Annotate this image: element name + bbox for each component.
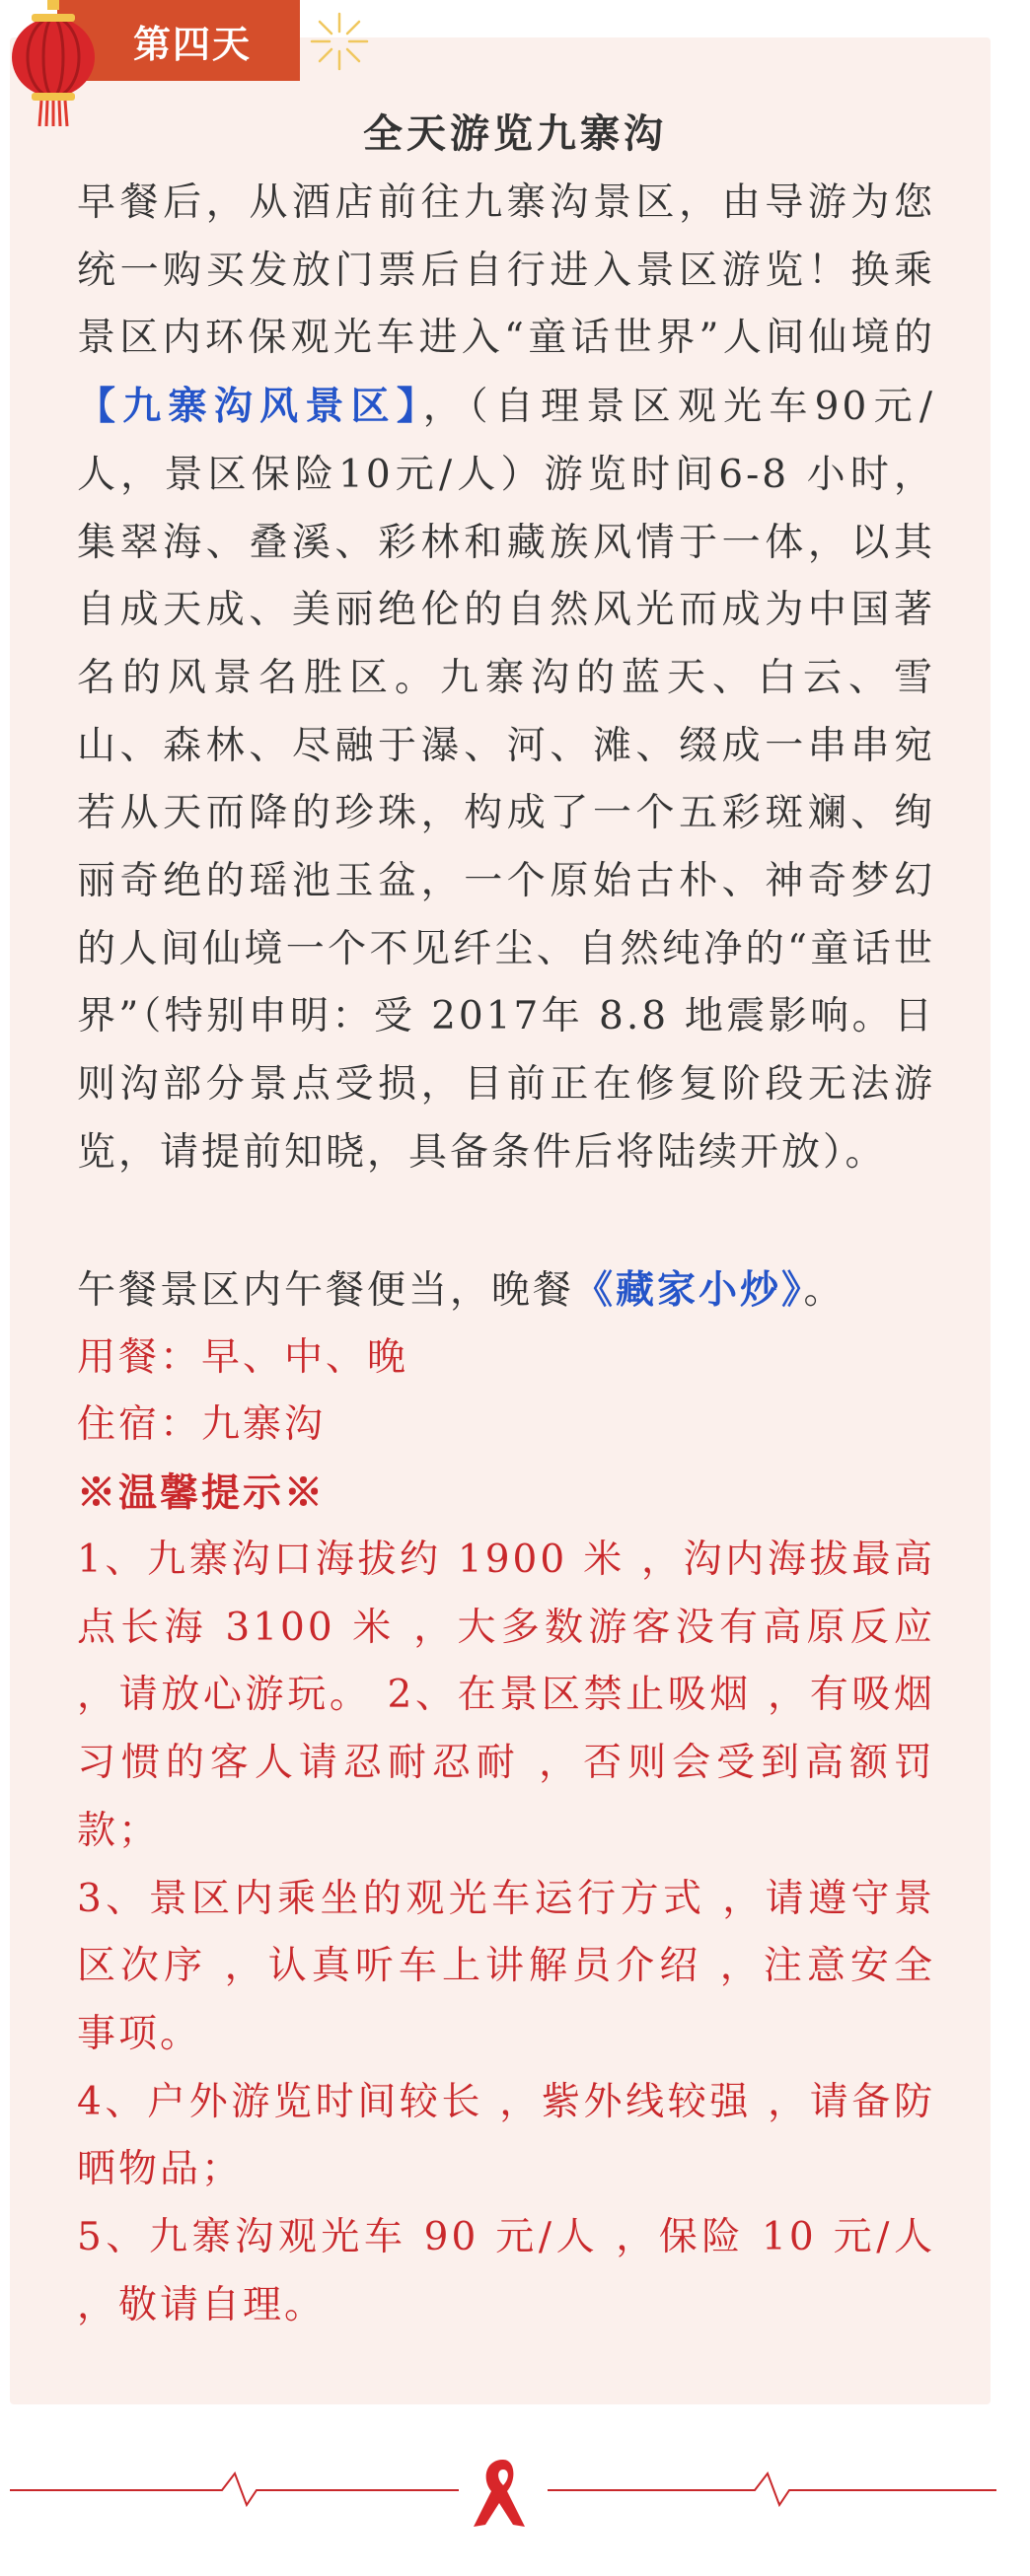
intro-text-part2: ，（自理景区观光车90元/人，景区保险10元/人）游览时间6-8 小时，集翠海、叠溪、彩林和藏族风情于一体，以其自成天成、美丽绝伦的自然风光而成为中国著名的风景名胜区。九寨沟的蓝天、白云、雪山、森林、尽融于瀑、河、滩、缀成一串串宛若从天而降的珍珠，构成了一个五彩斑斓、绚丽奇绝的瑶池玉盆，一个原始古朴、神奇梦幻的人间仙境一个不见纤尘、自然纯净的“童话世界”（特别申明：受 2017年 8.8 地震影响。日则沟部分景点受损，目前正在修复阶段无法游览，请提前知晓，具备条件后将陆续开放）。 — [77, 385, 935, 1175]
meal-description-line — [77, 1256, 965, 1325]
meal-prefix: 午餐景区内午餐便当，晚餐 — [77, 1268, 575, 1313]
tips-list — [77, 1527, 935, 2339]
lodging-info: 住宿：九寨沟 — [77, 1402, 327, 1447]
intro-text-part1: 早餐后，从酒店前往九寨沟景区，由导游为您统一购买发放门票后自行进入景区游览！换乘景区内环保观光车进入“童话世界”人间仙境的 — [77, 180, 935, 361]
sparkle-icon — [308, 10, 371, 73]
meal-suffix: 。 — [803, 1268, 846, 1313]
tip-item: 1、九寨沟口海拔约 1900 米 ，沟内海拔最高点长海 3100 米 ，大多数游客没有高原反应 ，请放心游玩。 2、在景区禁止吸烟 ，有吸烟习惯的客人请忍耐忍耐 ，否则会受到高额罚款； — [77, 1538, 935, 1853]
page-title: 全天游览九寨沟 — [363, 110, 667, 157]
restaurant-highlight: 《藏家小炒》 — [574, 1267, 804, 1313]
day-tag-label: 第四天 — [132, 21, 252, 66]
tip-item: 3、景区内乘坐的观光车运行方式 ，请遵守景区次序 ，认真听车上讲解员介绍 ，注意安全事项。 — [77, 1876, 935, 2056]
intro-paragraph — [77, 170, 935, 1187]
red-ribbon-icon — [474, 2460, 525, 2527]
meals-info: 用餐：早、中、晚 — [77, 1335, 409, 1380]
tip-item: 5、九寨沟观光车 90 元/人 ，保险 10 元/人 ，敬请自理。 — [77, 2215, 935, 2327]
tips-heading: ※温馨提示※ — [77, 1470, 327, 1516]
scenic-area-highlight: 【九寨沟风景区】 — [77, 384, 423, 430]
footer-divider — [10, 2446, 996, 2535]
tip-item: 4、户外游览时间较长 ，紫外线较强 ，请备防晒物品； — [77, 2079, 935, 2192]
